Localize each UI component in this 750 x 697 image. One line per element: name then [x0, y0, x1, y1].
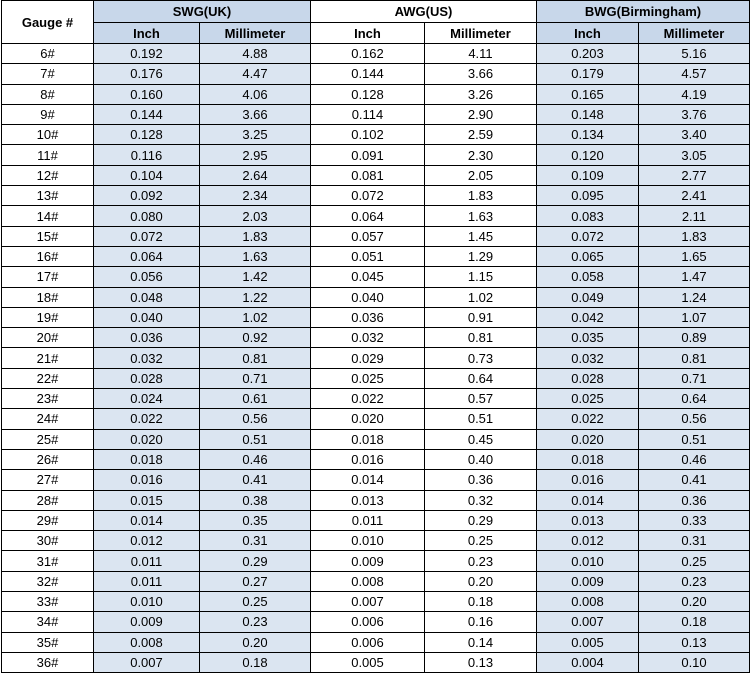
bwg-millimeter-cell: 2.11	[639, 206, 750, 226]
swg-millimeter-cell: 4.06	[200, 84, 311, 104]
awg-millimeter-cell: 0.64	[425, 368, 537, 388]
bwg-inch-cell: 0.203	[537, 44, 639, 64]
bwg-inch-cell: 0.072	[537, 226, 639, 246]
bwg-inch-cell: 0.065	[537, 246, 639, 266]
awg-inch-header: Inch	[311, 23, 425, 44]
awg-millimeter-cell: 2.05	[425, 165, 537, 185]
awg-inch-cell: 0.162	[311, 44, 425, 64]
table-row	[2, 368, 750, 388]
swg-inch-cell: 0.012	[94, 531, 200, 551]
awg-inch-cell: 0.081	[311, 165, 425, 185]
swg-millimeter-cell: 1.22	[200, 287, 311, 307]
bwg-millimeter-cell: 0.33	[639, 510, 750, 530]
bwg-millimeter-cell: 0.64	[639, 389, 750, 409]
awg-inch-cell: 0.040	[311, 287, 425, 307]
swg-millimeter-cell: 0.29	[200, 551, 311, 571]
bwg-millimeter-cell: 0.31	[639, 531, 750, 551]
gauge-cell: 14#	[2, 206, 94, 226]
bwg-millimeter-cell: 0.81	[639, 348, 750, 368]
swg-millimeter-cell: 0.56	[200, 409, 311, 429]
awg-millimeter-cell: 1.45	[425, 226, 537, 246]
bwg-inch-cell: 0.028	[537, 368, 639, 388]
swg-inch-cell: 0.011	[94, 551, 200, 571]
bwg-inch-cell: 0.013	[537, 510, 639, 530]
bwg-millimeter-cell: 5.16	[639, 44, 750, 64]
gauge-cell: 23#	[2, 389, 94, 409]
swg-millimeter-cell: 0.25	[200, 592, 311, 612]
bwg-inch-cell: 0.049	[537, 287, 639, 307]
swg-inch-cell: 0.022	[94, 409, 200, 429]
table-row	[2, 429, 750, 449]
bwg-millimeter-cell: 1.83	[639, 226, 750, 246]
gauge-cell: 18#	[2, 287, 94, 307]
awg-millimeter-cell: 0.57	[425, 389, 537, 409]
awg-inch-cell: 0.057	[311, 226, 425, 246]
table-row	[2, 84, 750, 104]
bwg-inch-cell: 0.018	[537, 449, 639, 469]
gauge-cell: 32#	[2, 571, 94, 591]
bwg-birmingham-header: BWG(Birmingham)	[537, 1, 750, 23]
bwg-millimeter-cell: 0.25	[639, 551, 750, 571]
swg-inch-cell: 0.007	[94, 652, 200, 672]
gauge-cell: 29#	[2, 510, 94, 530]
header-row-units	[2, 23, 750, 44]
swg-millimeter-cell: 1.83	[200, 226, 311, 246]
swg-inch-cell: 0.014	[94, 510, 200, 530]
awg-millimeter-cell: 4.11	[425, 44, 537, 64]
swg-inch-cell: 0.011	[94, 571, 200, 591]
table-row	[2, 206, 750, 226]
gauge-cell: 7#	[2, 64, 94, 84]
awg-inch-cell: 0.022	[311, 389, 425, 409]
awg-us-header: AWG(US)	[311, 1, 537, 23]
swg-inch-cell: 0.040	[94, 307, 200, 327]
bwg-inch-cell: 0.109	[537, 165, 639, 185]
gauge-cell: 8#	[2, 84, 94, 104]
awg-millimeter-cell: 0.23	[425, 551, 537, 571]
bwg-inch-cell: 0.009	[537, 571, 639, 591]
bwg-inch-cell: 0.004	[537, 652, 639, 672]
awg-inch-cell: 0.010	[311, 531, 425, 551]
bwg-inch-cell: 0.022	[537, 409, 639, 429]
bwg-millimeter-cell: 0.89	[639, 328, 750, 348]
awg-millimeter-cell: 0.45	[425, 429, 537, 449]
gauge-cell: 21#	[2, 348, 94, 368]
bwg-millimeter-cell: 1.65	[639, 246, 750, 266]
wire-gauge-table	[1, 0, 750, 673]
table-row	[2, 510, 750, 530]
awg-inch-cell: 0.029	[311, 348, 425, 368]
awg-inch-cell: 0.032	[311, 328, 425, 348]
swg-inch-cell: 0.020	[94, 429, 200, 449]
swg-millimeter-cell: 0.81	[200, 348, 311, 368]
swg-inch-cell: 0.160	[94, 84, 200, 104]
gauge-cell: 12#	[2, 165, 94, 185]
bwg-millimeter-cell: 2.41	[639, 186, 750, 206]
swg-millimeter-cell: 0.27	[200, 571, 311, 591]
table-row	[2, 307, 750, 327]
awg-millimeter-cell: 2.30	[425, 145, 537, 165]
bwg-millimeter-cell: 4.57	[639, 64, 750, 84]
gauge-cell: 28#	[2, 490, 94, 510]
swg-inch-cell: 0.064	[94, 246, 200, 266]
swg-millimeter-cell: 0.46	[200, 449, 311, 469]
table-row	[2, 145, 750, 165]
swg-inch-cell: 0.024	[94, 389, 200, 409]
awg-millimeter-cell: 1.63	[425, 206, 537, 226]
swg-inch-cell: 0.015	[94, 490, 200, 510]
bwg-millimeter-header: Millimeter	[639, 23, 750, 44]
awg-millimeter-cell: 0.13	[425, 652, 537, 672]
swg-inch-cell: 0.032	[94, 348, 200, 368]
table-row	[2, 531, 750, 551]
swg-millimeter-cell: 0.71	[200, 368, 311, 388]
awg-inch-cell: 0.011	[311, 510, 425, 530]
table-row	[2, 287, 750, 307]
table-row	[2, 652, 750, 672]
bwg-inch-cell: 0.020	[537, 429, 639, 449]
gauge-cell: 17#	[2, 267, 94, 287]
bwg-inch-cell: 0.165	[537, 84, 639, 104]
awg-inch-cell: 0.005	[311, 652, 425, 672]
swg-inch-cell: 0.080	[94, 206, 200, 226]
awg-inch-cell: 0.013	[311, 490, 425, 510]
awg-inch-cell: 0.020	[311, 409, 425, 429]
awg-millimeter-cell: 1.15	[425, 267, 537, 287]
bwg-millimeter-cell: 0.18	[639, 612, 750, 632]
bwg-inch-cell: 0.012	[537, 531, 639, 551]
awg-inch-cell: 0.014	[311, 470, 425, 490]
table-header	[2, 1, 750, 44]
bwg-millimeter-cell: 0.51	[639, 429, 750, 449]
swg-millimeter-cell: 2.03	[200, 206, 311, 226]
gauge-cell: 35#	[2, 632, 94, 652]
swg-millimeter-cell: 0.23	[200, 612, 311, 632]
swg-millimeter-cell: 0.51	[200, 429, 311, 449]
swg-inch-cell: 0.010	[94, 592, 200, 612]
bwg-millimeter-cell: 4.19	[639, 84, 750, 104]
bwg-inch-cell: 0.134	[537, 125, 639, 145]
swg-millimeter-cell: 2.64	[200, 165, 311, 185]
gauge-cell: 9#	[2, 104, 94, 124]
swg-inch-cell: 0.192	[94, 44, 200, 64]
bwg-inch-cell: 0.058	[537, 267, 639, 287]
awg-inch-cell: 0.018	[311, 429, 425, 449]
bwg-inch-cell: 0.007	[537, 612, 639, 632]
gauge-cell: 11#	[2, 145, 94, 165]
swg-inch-cell: 0.018	[94, 449, 200, 469]
table-row	[2, 165, 750, 185]
bwg-millimeter-cell: 3.05	[639, 145, 750, 165]
table-row	[2, 226, 750, 246]
swg-inch-cell: 0.116	[94, 145, 200, 165]
bwg-millimeter-cell: 2.77	[639, 165, 750, 185]
bwg-inch-cell: 0.010	[537, 551, 639, 571]
gauge-cell: 20#	[2, 328, 94, 348]
table-row	[2, 389, 750, 409]
bwg-millimeter-cell: 1.24	[639, 287, 750, 307]
swg-millimeter-cell: 4.47	[200, 64, 311, 84]
awg-inch-cell: 0.045	[311, 267, 425, 287]
bwg-inch-cell: 0.120	[537, 145, 639, 165]
awg-millimeter-cell: 0.16	[425, 612, 537, 632]
table-row	[2, 409, 750, 429]
table-row	[2, 44, 750, 64]
bwg-inch-cell: 0.095	[537, 186, 639, 206]
awg-millimeter-cell: 0.91	[425, 307, 537, 327]
awg-millimeter-header: Millimeter	[425, 23, 537, 44]
table-row	[2, 104, 750, 124]
awg-millimeter-cell: 0.20	[425, 571, 537, 591]
awg-inch-cell: 0.006	[311, 632, 425, 652]
swg-millimeter-cell: 0.41	[200, 470, 311, 490]
table-row	[2, 64, 750, 84]
awg-millimeter-cell: 0.51	[425, 409, 537, 429]
awg-millimeter-cell: 1.29	[425, 246, 537, 266]
table-row	[2, 125, 750, 145]
awg-millimeter-cell: 3.66	[425, 64, 537, 84]
bwg-millimeter-cell: 0.20	[639, 592, 750, 612]
swg-inch-cell: 0.176	[94, 64, 200, 84]
swg-inch-cell: 0.016	[94, 470, 200, 490]
gauge-cell: 22#	[2, 368, 94, 388]
awg-millimeter-cell: 0.81	[425, 328, 537, 348]
swg-millimeter-cell: 0.92	[200, 328, 311, 348]
bwg-millimeter-cell: 1.47	[639, 267, 750, 287]
swg-inch-cell: 0.092	[94, 186, 200, 206]
swg-millimeter-cell: 4.88	[200, 44, 311, 64]
swg-inch-cell: 0.009	[94, 612, 200, 632]
table-row	[2, 328, 750, 348]
swg-inch-cell: 0.008	[94, 632, 200, 652]
swg-millimeter-cell: 3.25	[200, 125, 311, 145]
awg-millimeter-cell: 1.83	[425, 186, 537, 206]
swg-inch-cell: 0.144	[94, 104, 200, 124]
gauge-cell: 15#	[2, 226, 94, 246]
gauge-cell: 34#	[2, 612, 94, 632]
bwg-inch-cell: 0.008	[537, 592, 639, 612]
swg-millimeter-cell: 0.38	[200, 490, 311, 510]
bwg-millimeter-cell: 0.13	[639, 632, 750, 652]
bwg-inch-cell: 0.005	[537, 632, 639, 652]
bwg-millimeter-cell: 0.36	[639, 490, 750, 510]
awg-inch-cell: 0.051	[311, 246, 425, 266]
awg-inch-cell: 0.006	[311, 612, 425, 632]
awg-millimeter-cell: 0.40	[425, 449, 537, 469]
gauge-header: Gauge #	[2, 1, 94, 44]
awg-inch-cell: 0.008	[311, 571, 425, 591]
gauge-cell: 36#	[2, 652, 94, 672]
bwg-inch-cell: 0.179	[537, 64, 639, 84]
awg-inch-cell: 0.072	[311, 186, 425, 206]
swg-inch-cell: 0.048	[94, 287, 200, 307]
awg-millimeter-cell: 0.32	[425, 490, 537, 510]
awg-inch-cell: 0.114	[311, 104, 425, 124]
swg-inch-cell: 0.104	[94, 165, 200, 185]
awg-millimeter-cell: 0.29	[425, 510, 537, 530]
swg-inch-cell: 0.036	[94, 328, 200, 348]
awg-millimeter-cell: 2.59	[425, 125, 537, 145]
table-row	[2, 246, 750, 266]
gauge-cell: 31#	[2, 551, 94, 571]
awg-millimeter-cell: 0.18	[425, 592, 537, 612]
table-row	[2, 632, 750, 652]
swg-millimeter-cell: 3.66	[200, 104, 311, 124]
awg-inch-cell: 0.102	[311, 125, 425, 145]
swg-millimeter-cell: 0.35	[200, 510, 311, 530]
awg-inch-cell: 0.128	[311, 84, 425, 104]
swg-millimeter-header: Millimeter	[200, 23, 311, 44]
swg-inch-cell: 0.028	[94, 368, 200, 388]
bwg-millimeter-cell: 3.76	[639, 104, 750, 124]
bwg-millimeter-cell: 0.23	[639, 571, 750, 591]
table-row	[2, 449, 750, 469]
awg-inch-cell: 0.007	[311, 592, 425, 612]
awg-millimeter-cell: 3.26	[425, 84, 537, 104]
gauge-cell: 27#	[2, 470, 94, 490]
table-body	[2, 44, 750, 673]
table-row	[2, 490, 750, 510]
bwg-millimeter-cell: 0.71	[639, 368, 750, 388]
awg-millimeter-cell: 0.14	[425, 632, 537, 652]
awg-inch-cell: 0.036	[311, 307, 425, 327]
gauge-cell: 26#	[2, 449, 94, 469]
awg-millimeter-cell: 0.25	[425, 531, 537, 551]
gauge-cell: 30#	[2, 531, 94, 551]
swg-inch-cell: 0.128	[94, 125, 200, 145]
bwg-millimeter-cell: 0.56	[639, 409, 750, 429]
bwg-millimeter-cell: 0.46	[639, 449, 750, 469]
awg-millimeter-cell: 0.73	[425, 348, 537, 368]
gauge-cell: 33#	[2, 592, 94, 612]
bwg-inch-cell: 0.014	[537, 490, 639, 510]
bwg-inch-header: Inch	[537, 23, 639, 44]
awg-inch-cell: 0.025	[311, 368, 425, 388]
table-row	[2, 186, 750, 206]
swg-millimeter-cell: 1.42	[200, 267, 311, 287]
table-row	[2, 470, 750, 490]
awg-millimeter-cell: 1.02	[425, 287, 537, 307]
gauge-cell: 19#	[2, 307, 94, 327]
awg-inch-cell: 0.091	[311, 145, 425, 165]
swg-millimeter-cell: 0.20	[200, 632, 311, 652]
table-row	[2, 267, 750, 287]
table-row	[2, 612, 750, 632]
bwg-millimeter-cell: 0.10	[639, 652, 750, 672]
bwg-inch-cell: 0.042	[537, 307, 639, 327]
table-row	[2, 592, 750, 612]
awg-millimeter-cell: 0.36	[425, 470, 537, 490]
swg-uk-header: SWG(UK)	[94, 1, 311, 23]
swg-inch-cell: 0.072	[94, 226, 200, 246]
bwg-inch-cell: 0.148	[537, 104, 639, 124]
gauge-cell: 25#	[2, 429, 94, 449]
gauge-cell: 6#	[2, 44, 94, 64]
bwg-inch-cell: 0.032	[537, 348, 639, 368]
awg-inch-cell: 0.016	[311, 449, 425, 469]
awg-inch-cell: 0.064	[311, 206, 425, 226]
header-row-groups	[2, 1, 750, 23]
awg-inch-cell: 0.144	[311, 64, 425, 84]
swg-millimeter-cell: 2.95	[200, 145, 311, 165]
gauge-cell: 24#	[2, 409, 94, 429]
bwg-inch-cell: 0.025	[537, 389, 639, 409]
swg-millimeter-cell: 0.18	[200, 652, 311, 672]
gauge-cell: 13#	[2, 186, 94, 206]
table-row	[2, 571, 750, 591]
swg-millimeter-cell: 0.61	[200, 389, 311, 409]
swg-millimeter-cell: 0.31	[200, 531, 311, 551]
swg-millimeter-cell: 1.63	[200, 246, 311, 266]
swg-millimeter-cell: 2.34	[200, 186, 311, 206]
swg-inch-header: Inch	[94, 23, 200, 44]
swg-inch-cell: 0.056	[94, 267, 200, 287]
gauge-cell: 10#	[2, 125, 94, 145]
bwg-millimeter-cell: 0.41	[639, 470, 750, 490]
awg-inch-cell: 0.009	[311, 551, 425, 571]
bwg-inch-cell: 0.035	[537, 328, 639, 348]
bwg-inch-cell: 0.016	[537, 470, 639, 490]
table-row	[2, 348, 750, 368]
awg-millimeter-cell: 2.90	[425, 104, 537, 124]
bwg-inch-cell: 0.083	[537, 206, 639, 226]
bwg-millimeter-cell: 1.07	[639, 307, 750, 327]
bwg-millimeter-cell: 3.40	[639, 125, 750, 145]
swg-millimeter-cell: 1.02	[200, 307, 311, 327]
table-row	[2, 551, 750, 571]
gauge-cell: 16#	[2, 246, 94, 266]
